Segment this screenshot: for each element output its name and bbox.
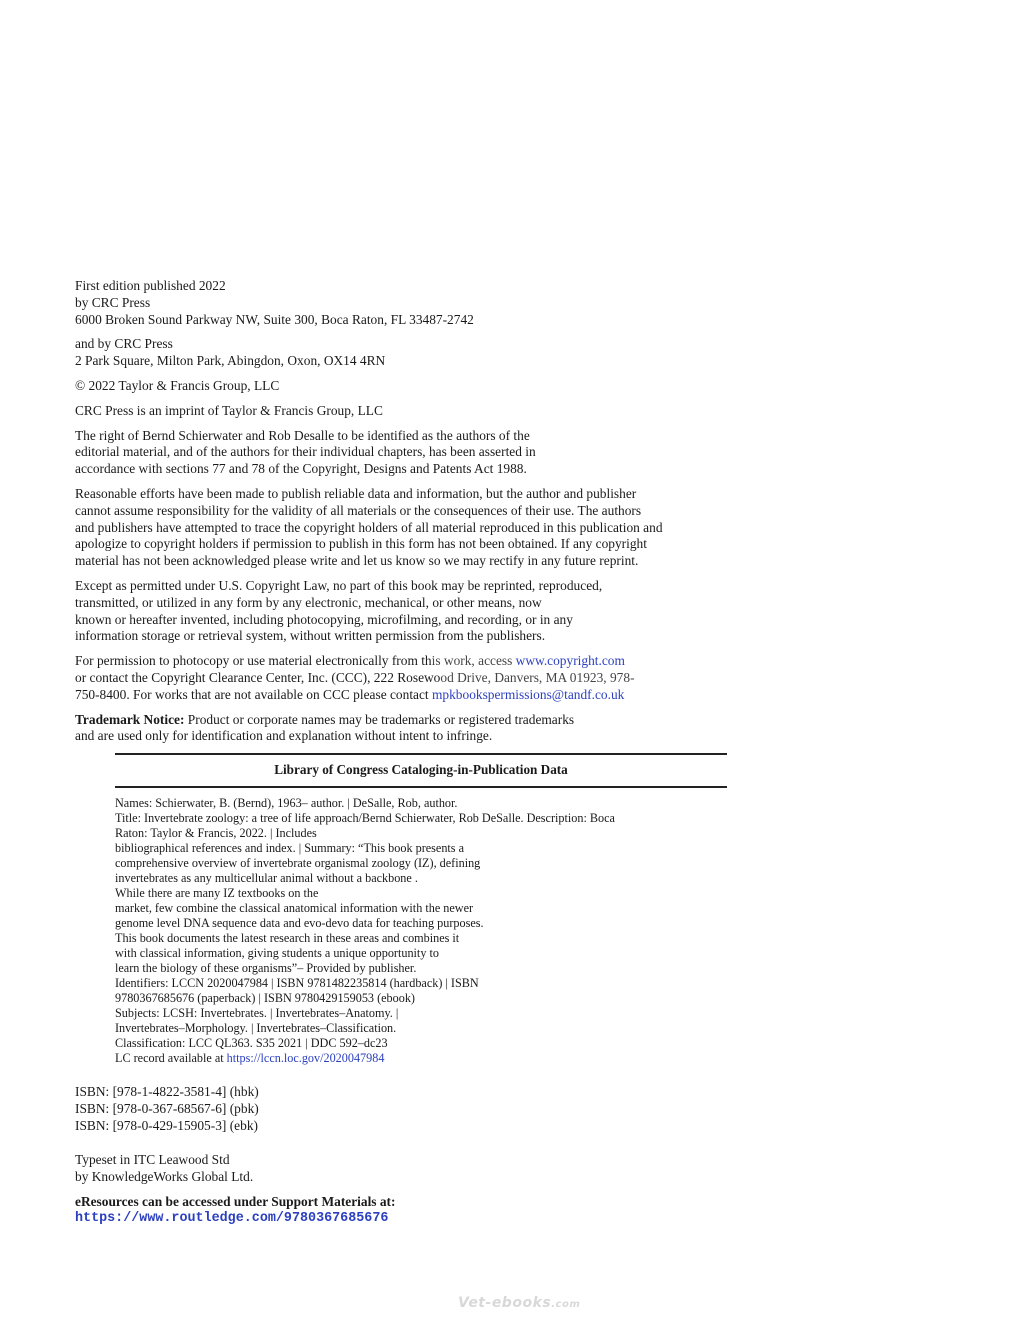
cip-line: 9780367685676 (paperback) | ISBN 9780429159053 (ebook) — [115, 990, 415, 1005]
publication-line: 6000 Broken Sound Parkway NW, Suite 300, Boca Raton, FL 33487-2742 — [75, 311, 474, 327]
permission-text: or contact the Copyright Clearance Center, Inc. (CCC), 222 Rosewo — [75, 669, 441, 685]
watermark-logo — [458, 1295, 580, 1311]
copyright-page — [75, 278, 775, 1228]
second-publisher-line: and by CRC Press — [75, 336, 173, 352]
efforts-line: Reasonable efforts have been made to publish reliable data and information, but the author and publisher — [75, 485, 637, 501]
efforts-line: and publishers have attempted to trace the copyright holders of all material reproduced in this publication and — [75, 519, 663, 535]
except-permitted-statement — [75, 578, 775, 645]
publication-info — [75, 278, 775, 328]
lc-record-line — [115, 1051, 727, 1066]
trademark-label: Trademark Notice: — [75, 711, 185, 727]
permission-text: For permission to photocopy or use material electronically from th — [75, 653, 432, 669]
rights-statement — [75, 428, 775, 478]
cip-line: comprehensive overview of invertebrate organismal zoology (IZ), defining — [115, 855, 481, 870]
reasonable-efforts-statement — [75, 486, 775, 570]
cip-line: Raton: Taylor & Francis, 2022. | Includes — [115, 825, 317, 840]
permission-line — [75, 687, 775, 704]
except-line: transmitted, or utilized in any form by any electronic, mechanical, or other means, now — [75, 594, 542, 610]
efforts-line: cannot assume responsibility for the validity of all materials or the consequences of their use. The authors — [75, 502, 642, 518]
isbn-line: ISBN: [978-0-367-68567-6] (pbk) — [75, 1100, 259, 1116]
permission-text: is work, access — [431, 653, 516, 669]
cip-line: Subjects: LCSH: Invertebrates. | Invertebrates–Anatomy. | — [115, 1005, 399, 1020]
rights-line: The right of Bernd Schierwater and Rob Desalle to be identified as the authors of the — [75, 427, 530, 443]
permission-text: 750-8400. For works that are not available on CCC please contact — [75, 686, 432, 702]
eresources-link[interactable]: https://www.routledge.com/9780367685676 — [75, 1210, 389, 1226]
second-publisher-line: 2 Park Square, Milton Park, Abingdon, Oxon, OX14 4RN — [75, 353, 386, 369]
cip-data-box — [115, 753, 727, 1066]
cip-line: Identifiers: LCCN 2020047984 | ISBN 9781482235814 (hardback) | ISBN — [115, 975, 479, 990]
copyright-notice — [75, 378, 775, 395]
imprint-notice — [75, 403, 775, 420]
permissions-email-link[interactable]: mpkbookspermissions@tandf.co.uk — [432, 686, 625, 702]
publication-line: First edition published 2022 — [75, 278, 226, 293]
efforts-line: apologize to copyright holders if permission to publish in this form has not been obtained. If any copyright — [75, 536, 647, 552]
lc-record-link[interactable]: https://lccn.loc.gov/2020047984 — [226, 1050, 385, 1065]
watermark-text: Vet-ebooks — [458, 1295, 552, 1311]
copyright-com-link[interactable]: www.copyright.com — [515, 653, 625, 669]
cip-line: genome level DNA sequence data and evo-devo data for teaching purposes. — [115, 915, 484, 930]
copyright-line: © 2022 Taylor & Francis Group, LLC — [75, 377, 280, 393]
cip-line: invertebrates as any multicellular animal without a backbone . — [115, 870, 418, 885]
trademark-line — [75, 712, 775, 729]
cip-line: This book documents the latest research in these areas and combines it — [115, 930, 460, 945]
cip-line: Classification: LCC QL363. S35 2021 | DDC 592–dc23 — [115, 1035, 388, 1050]
trademark-notice — [75, 712, 775, 746]
cip-body — [115, 796, 727, 1066]
typeset-line: by KnowledgeWorks Global Ltd. — [75, 1169, 254, 1185]
except-line: information storage or retrieval system, without written permission from the publishers. — [75, 628, 546, 644]
isbn-line: ISBN: [978-1-4822-3581-4] (hbk) — [75, 1083, 259, 1099]
permission-line — [75, 670, 775, 687]
eresources-label: eResources can be accessed under Support Materials at: — [75, 1193, 396, 1209]
permission-statement — [75, 653, 775, 703]
cip-line: learn the biology of these organisms”– Provided by publisher. — [115, 960, 417, 975]
watermark-suffix: .com — [551, 1299, 581, 1310]
cip-line: Names: Schierwater, B. (Bernd), 1963– author. | DeSalle, Rob, author. — [115, 795, 458, 810]
cip-line: bibliographical references and index. | Summary: “This book presents a — [115, 840, 464, 855]
cip-line: market, few combine the classical anatomical information with the newer — [115, 900, 474, 915]
eresources-info — [75, 1194, 775, 1228]
except-line: Except as permitted under U.S. Copyright Law, no part of this book may be reprinted, reproduced, — [75, 577, 603, 593]
trademark-text: Product or corporate names may be trademarks or registered trademarks — [184, 711, 575, 727]
second-publisher-info — [75, 336, 775, 370]
permission-text: od Drive, Danvers, MA 01923, 978- — [440, 669, 635, 685]
cip-line: Invertebrates–Morphology. | Invertebrates–Classification. — [115, 1020, 397, 1035]
publication-line: by CRC Press — [75, 294, 151, 310]
rights-line: editorial material, and of the authors for their individual chapters, has been asserted in — [75, 444, 536, 460]
cip-line: with classical information, giving students a unique opportunity to — [115, 945, 439, 960]
lc-record-label: LC record available at — [115, 1050, 227, 1065]
efforts-line: material has not been acknowledged please write and let us know so we may rectify in any future reprint. — [75, 553, 639, 569]
trademark-line: and are used only for identification and explanation without intent to infringe. — [75, 728, 493, 744]
rights-line: accordance with sections 77 and 78 of the Copyright, Designs and Patents Act 1988. — [75, 461, 527, 477]
isbn-line: ISBN: [978-0-429-15905-3] (ebk) — [75, 1117, 258, 1133]
isbn-list — [75, 1084, 775, 1134]
typeset-line: Typeset in ITC Leawood Std — [75, 1152, 230, 1168]
cip-title: Library of Congress Cataloging-in-Publication Data — [274, 762, 568, 778]
permission-line — [75, 653, 775, 670]
typeset-info — [75, 1152, 775, 1186]
cip-bottom-rule — [115, 786, 727, 788]
imprint-line: CRC Press is an imprint of Taylor & Francis Group, LLC — [75, 402, 383, 418]
cip-line: While there are many IZ textbooks on the — [115, 885, 319, 900]
cip-line: Title: Invertebrate zoology: a tree of life approach/Bernd Schierwater, Rob DeSalle. Description: Boca — [115, 810, 615, 825]
except-line: known or hereafter invented, including photocopying, microfilming, and recording, or in any — [75, 611, 573, 627]
